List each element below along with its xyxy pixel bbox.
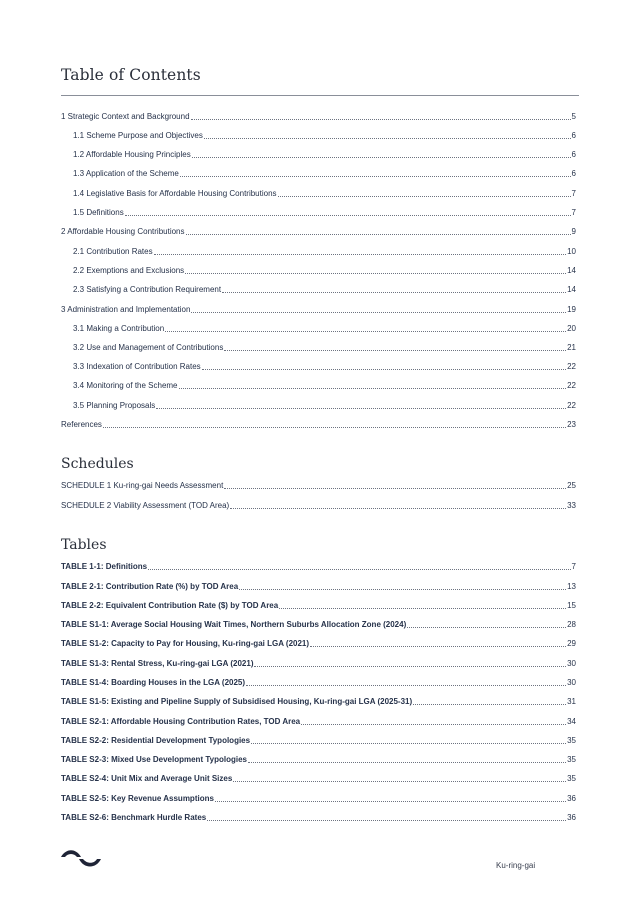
toc-entry-label: 1.4 Legislative Basis for Affordable Housing Contributions	[73, 189, 277, 198]
toc-entry-references[interactable]	[61, 418, 576, 430]
toc-entry-page: 14	[567, 266, 576, 275]
dot-leader	[204, 138, 571, 139]
toc-entry-page: 6	[571, 150, 576, 159]
dot-leader	[179, 388, 567, 389]
table-entry-label: TABLE S1-3: Rental Stress, Ku-ring-gai LGA (2021)	[61, 659, 254, 668]
table-entry-label: TABLE S2-4: Unit Mix and Average Unit Sizes	[61, 774, 233, 783]
schedule-entry-1[interactable]	[61, 479, 576, 491]
dot-leader	[148, 569, 570, 570]
table-entry-2-1[interactable]	[61, 580, 576, 592]
toc-heading: Table of Contents	[61, 66, 201, 84]
schedule-entry-page: 33	[567, 501, 576, 510]
table-entry-page: 15	[567, 601, 576, 610]
toc-entry-label: 3 Administration and Implementation	[61, 305, 191, 314]
table-entry-label: TABLE S1-4: Boarding Houses in the LGA (2025)	[61, 678, 246, 687]
dot-leader	[251, 743, 566, 744]
schedule-entry-page: 25	[567, 481, 576, 490]
table-entry-page: 35	[567, 774, 576, 783]
schedule-entry-2[interactable]	[61, 499, 576, 511]
dot-leader	[180, 176, 571, 177]
table-entry-s2-5[interactable]	[61, 792, 576, 804]
table-entry-1-1[interactable]	[61, 560, 576, 572]
schedules-heading: Schedules	[61, 456, 134, 472]
dot-leader	[246, 685, 566, 686]
toc-entry-1-4[interactable]	[73, 187, 576, 199]
table-entry-s1-1[interactable]	[61, 618, 576, 630]
dot-leader	[407, 627, 566, 628]
dot-leader	[154, 254, 566, 255]
toc-entry-label: 2.2 Exemptions and Exclusions	[73, 266, 185, 275]
toc-entry-label: 1 Strategic Context and Background	[61, 112, 190, 121]
table-entry-page: 13	[567, 582, 576, 591]
table-entry-page: 30	[567, 678, 576, 687]
toc-entry-page: 22	[567, 401, 576, 410]
toc-entry-3-4[interactable]	[73, 379, 576, 391]
toc-entry-page: 23	[567, 420, 576, 429]
toc-entry-page: 20	[567, 324, 576, 333]
toc-entry-label: 3.1 Making a Contribution	[73, 324, 165, 333]
toc-entry-page: 21	[567, 343, 576, 352]
table-entry-label: TABLE 2-2: Equivalent Contribution Rate ($) by TOD Area	[61, 601, 279, 610]
table-entry-s2-1[interactable]	[61, 715, 576, 727]
dot-leader	[230, 508, 566, 509]
table-entry-s1-3[interactable]	[61, 657, 576, 669]
toc-entry-page: 19	[567, 305, 576, 314]
dot-leader	[185, 273, 566, 274]
toc-entry-3-1[interactable]	[73, 322, 576, 334]
table-entry-page: 34	[567, 717, 576, 726]
toc-entry-page: 7	[571, 208, 576, 217]
toc-entry-1-5[interactable]	[73, 206, 576, 218]
toc-entry-label: 3.3 Indexation of Contribution Rates	[73, 362, 201, 371]
table-entry-page: 35	[567, 736, 576, 745]
dot-leader	[278, 196, 571, 197]
toc-entry-3-3[interactable]	[73, 360, 576, 372]
dot-leader	[310, 646, 566, 647]
toc-entry-page: 6	[571, 131, 576, 140]
ku-ring-gai-logo-icon	[60, 848, 102, 870]
table-entry-page: 28	[567, 620, 576, 629]
table-entry-page: 7	[571, 562, 576, 571]
toc-entry-label: 2.3 Satisfying a Contribution Requirement	[73, 285, 222, 294]
toc-entry-page: 5	[571, 112, 576, 121]
toc-entry-page: 22	[567, 381, 576, 390]
toc-entry-page: 9	[571, 227, 576, 236]
dot-leader	[222, 292, 566, 293]
table-entry-label: TABLE S1-2: Capacity to Pay for Housing, Ku-ring-gai LGA (2021)	[61, 639, 310, 648]
table-entry-page: 29	[567, 639, 576, 648]
toc-entry-2-1[interactable]	[73, 245, 576, 257]
toc-entry-2-2[interactable]	[73, 264, 576, 276]
table-entry-s2-3[interactable]	[61, 753, 576, 765]
dot-leader	[224, 350, 566, 351]
dot-leader	[233, 781, 566, 782]
footer-org-name: Ku-ring-gai	[496, 861, 536, 870]
toc-entry-page: 14	[567, 285, 576, 294]
dot-leader	[125, 215, 571, 216]
toc-entry-1[interactable]	[61, 110, 576, 122]
table-entry-label: TABLE S2-2: Residential Development Typologies	[61, 736, 251, 745]
table-entry-page: 36	[567, 813, 576, 822]
toc-entry-label: 3.5 Planning Proposals	[73, 401, 156, 410]
schedule-entry-label: SCHEDULE 2 Viability Assessment (TOD Area)	[61, 501, 230, 510]
dot-leader	[239, 589, 566, 590]
dot-leader	[413, 704, 566, 705]
table-entry-label: TABLE S2-6: Benchmark Hurdle Rates	[61, 813, 207, 822]
table-entry-label: TABLE S2-5: Key Revenue Assumptions	[61, 794, 214, 803]
dot-leader	[192, 157, 571, 158]
table-entry-s1-4[interactable]	[61, 676, 576, 688]
toc-entry-label: 3.4 Monitoring of the Scheme	[73, 381, 178, 390]
dot-leader	[165, 331, 566, 332]
table-entry-page: 35	[567, 755, 576, 764]
toc-entry-3-2[interactable]	[73, 341, 576, 353]
table-entry-2-2[interactable]	[61, 599, 576, 611]
toc-entry-1-1[interactable]	[73, 129, 576, 141]
dot-leader	[215, 801, 566, 802]
table-entry-s2-6[interactable]	[61, 811, 576, 823]
dot-leader	[224, 488, 566, 489]
table-entry-s2-4[interactable]	[61, 772, 576, 784]
table-entry-label: TABLE S1-5: Existing and Pipeline Supply of Subsidised Housing, Ku-ring-gai LGA (2025-31)	[61, 697, 413, 706]
tables-heading: Tables	[61, 537, 107, 553]
dot-leader	[248, 762, 566, 763]
toc-entry-label: 2 Affordable Housing Contributions	[61, 227, 185, 236]
toc-entry-2-3[interactable]	[73, 283, 576, 295]
table-entry-label: TABLE S2-1: Affordable Housing Contribution Rates, TOD Area	[61, 717, 301, 726]
toc-entry-3-5[interactable]	[73, 399, 576, 411]
dot-leader	[279, 608, 566, 609]
toc-entry-page: 22	[567, 362, 576, 371]
dot-leader	[191, 119, 571, 120]
table-entry-label: TABLE S1-1: Average Social Housing Wait Times, Northern Suburbs Allocation Zone (2024)	[61, 620, 407, 629]
table-entry-label: TABLE 2-1: Contribution Rate (%) by TOD Area	[61, 582, 239, 591]
dot-leader	[207, 820, 566, 821]
table-entry-s1-2[interactable]	[61, 637, 576, 649]
toc-entry-3[interactable]	[61, 303, 576, 315]
table-entry-label: TABLE S2-3: Mixed Use Development Typologies	[61, 755, 247, 764]
toc-entry-label: 1.1 Scheme Purpose and Objectives	[73, 131, 203, 140]
dot-leader	[202, 369, 566, 370]
toc-entry-label: References	[61, 420, 102, 429]
toc-entry-1-3[interactable]	[73, 167, 576, 179]
toc-entry-label: 1.3 Application of the Scheme	[73, 169, 179, 178]
toc-entry-label: 2.1 Contribution Rates	[73, 247, 153, 256]
heading-divider	[61, 95, 579, 96]
toc-entry-label: 3.2 Use and Management of Contributions	[73, 343, 224, 352]
dot-leader	[301, 724, 566, 725]
toc-entry-page: 10	[567, 247, 576, 256]
toc-entry-2[interactable]	[61, 225, 576, 237]
table-entry-page: 31	[567, 697, 576, 706]
schedule-entry-label: SCHEDULE 1 Ku-ring-gai Needs Assessment	[61, 481, 224, 490]
dot-leader	[186, 234, 571, 235]
table-entry-page: 36	[567, 794, 576, 803]
dot-leader	[254, 666, 566, 667]
toc-entry-page: 6	[571, 169, 576, 178]
toc-entry-label: 1.5 Definitions	[73, 208, 124, 217]
table-entry-label: TABLE 1-1: Definitions	[61, 562, 148, 571]
dot-leader	[103, 427, 566, 428]
dot-leader	[191, 312, 566, 313]
table-entry-s2-2[interactable]	[61, 734, 576, 746]
toc-entry-page: 7	[571, 189, 576, 198]
table-entry-s1-5[interactable]	[61, 695, 576, 707]
toc-entry-1-2[interactable]	[73, 148, 576, 160]
toc-entry-label: 1.2 Affordable Housing Principles	[73, 150, 191, 159]
dot-leader	[156, 408, 566, 409]
table-entry-page: 30	[567, 659, 576, 668]
